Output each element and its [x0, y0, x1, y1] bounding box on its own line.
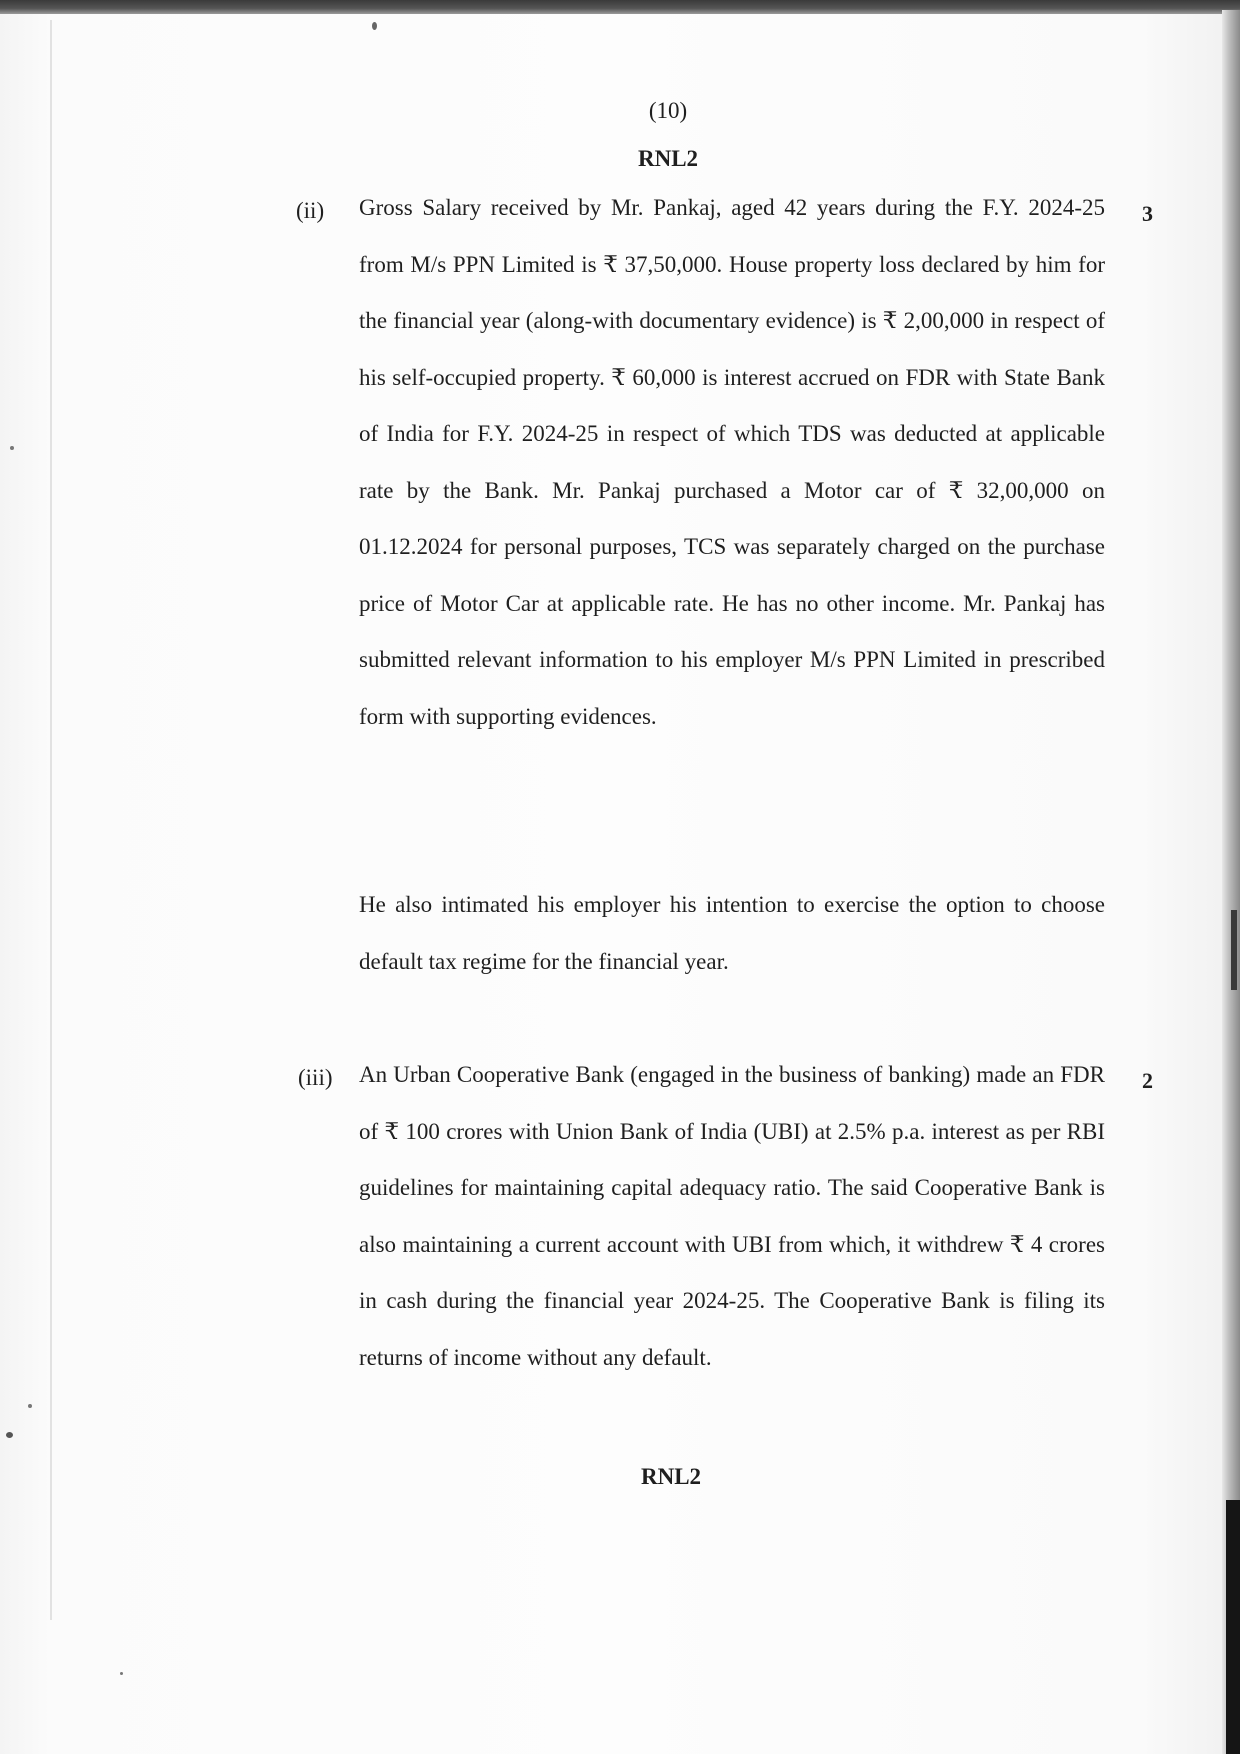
- scan-speck: [6, 1432, 13, 1438]
- question-paragraph: He also intimated his employer his intention to exercise the option to choose default tax regime for the financial year.: [359, 892, 1105, 974]
- page-number: (10): [648, 98, 688, 123]
- question-label: (ii): [296, 198, 325, 223]
- scan-speck: [120, 1672, 123, 1675]
- question-text: [359, 180, 1105, 745]
- scan-speck: [10, 446, 14, 450]
- question-text: [359, 1047, 1105, 1386]
- question-text-continued: [359, 877, 1105, 990]
- question-label: (iii): [298, 1065, 333, 1090]
- scan-margin-line: [50, 20, 52, 1620]
- scan-speck: [28, 1404, 32, 1408]
- scan-right-edge: [1222, 10, 1240, 1754]
- question-paragraph: An Urban Cooperative Bank (engaged in the business of banking) made an FDR of ₹ 100 crores with Union Bank of India (UBI) at 2.5% p.a. interest as per RBI guidelines for maintaining capital adequacy ratio. The said Cooperative Bank is also maintaining a current account with UBI from which, it withdrew ₹ 4 crores in cash during the financial year 2024-25. The Cooperative Bank is filing its returns of income without any default.: [359, 1062, 1105, 1370]
- question-marks: 3: [1142, 201, 1153, 226]
- paper-code-header: RNL2: [637, 146, 699, 171]
- scan-top-border: [0, 0, 1240, 14]
- scan-speck: [372, 22, 377, 30]
- scan-right-edge-shadow: [1226, 1500, 1240, 1754]
- scan-edge-mark: [1231, 910, 1237, 990]
- question-marks: 2: [1142, 1068, 1153, 1093]
- paper-code-footer: RNL2: [640, 1464, 702, 1489]
- question-paragraph: Gross Salary received by Mr. Pankaj, aged 42 years during the F.Y. 2024-25 from M/s PPN Limited is ₹ 37,50,000. House property loss declared by him for the financial year (along-with documentary evidence) is ₹ 2,00,000 in respect of his self-occupied property. ₹ 60,000 is interest accrued on FDR with State Bank of India for F.Y. 2024-25 in respect of which TDS was deducted at applicable rate by the Bank. Mr. Pankaj purchased a Motor car of ₹ 32,00,000 on 01.12.2024 for personal purposes, TCS was separately charged on the purchase price of Motor Car at applicable rate. He has no other income. Mr. Pankaj has submitted relevant information to his employer M/s PPN Limited in prescribed form with supporting evidences.: [359, 195, 1105, 729]
